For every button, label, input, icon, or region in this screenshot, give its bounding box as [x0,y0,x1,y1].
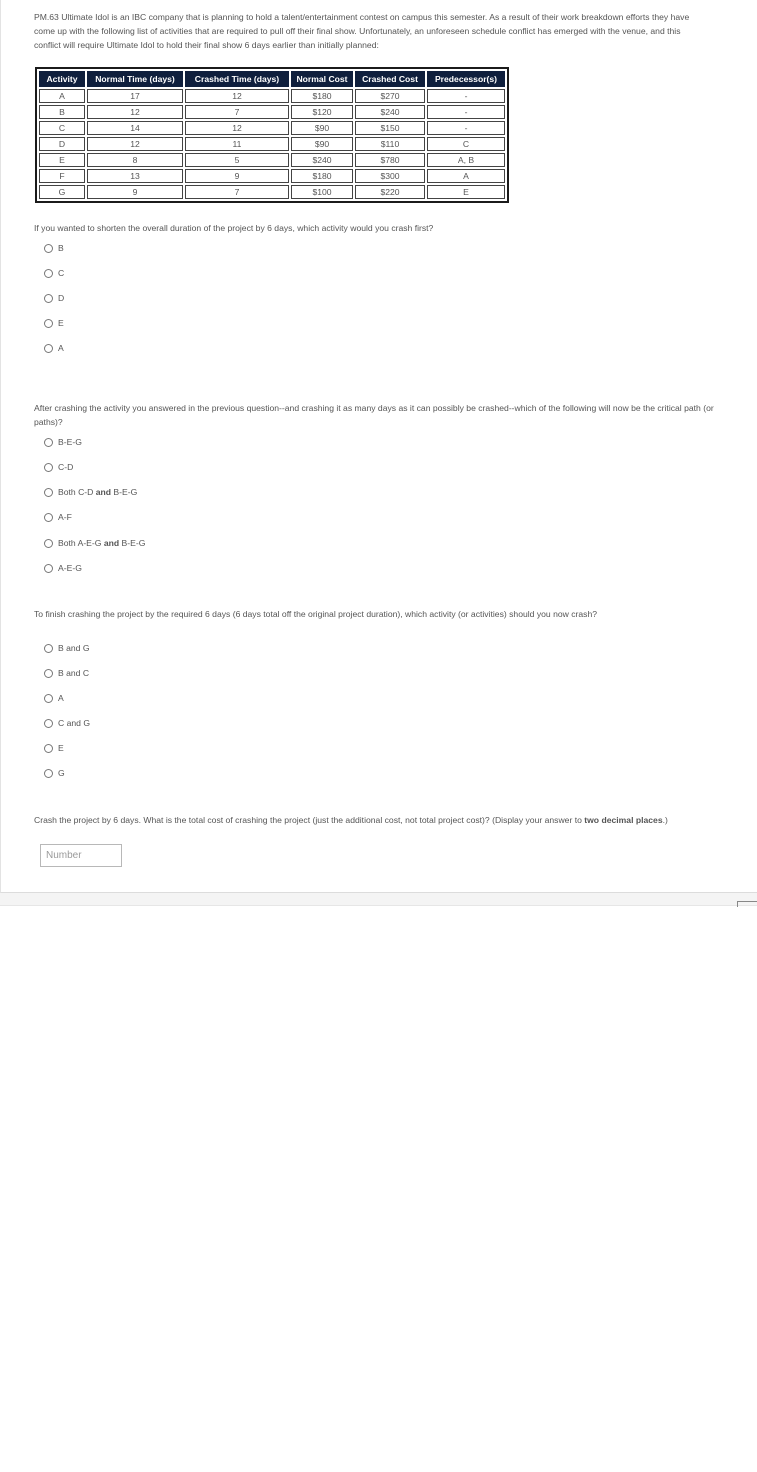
option-label: C [58,268,65,278]
option-label: B-E-G [58,437,82,447]
q1-option-e[interactable] [44,317,64,329]
q3-option-e[interactable] [44,742,64,754]
radio-button[interactable] [44,294,53,303]
q3-option-a[interactable] [44,692,64,704]
radio-button[interactable] [44,769,53,778]
option-label: A [58,693,64,703]
cell-normal-time: 14 [87,121,183,135]
problem-intro: PM.63 Ultimate Idol is an IBC company that is planning to hold a talent/entertainment contest on campus this semester. As a result of their work breakdown efforts they have come up with the following list of activities that are required to pull off their final show. Unfortunately, an unforeseen schedule conflict has emerged with the venue, and this conflict will require Ultimate Idol to hold their final show 6 days earlier than initially planned: [34,12,690,50]
radio-button[interactable] [44,644,53,653]
cell-normal-time: 12 [87,137,183,151]
option-label: B and G [58,643,90,653]
radio-button[interactable] [44,319,53,328]
cell-normal-cost: $180 [291,89,353,103]
question-2-text: After crashing the activity you answered in the previous question--and crashing it as many days as it can possibly be crashed--which of the following will now be the critical path (or paths)? [34,403,714,427]
table-row [39,153,505,167]
q3-option-g[interactable] [44,767,65,779]
option-label-part: Both C-D [58,487,94,497]
col-header-crashed-cost: Crashed Cost [355,71,425,87]
radio-button[interactable] [44,513,53,522]
q1-option-c[interactable] [44,267,64,279]
cell-crashed-cost: $240 [355,105,425,119]
page-footer-strip [0,893,757,906]
q2-option-both-aeg-beg[interactable] [44,537,145,549]
cell-normal-cost: $100 [291,185,353,199]
radio-button[interactable] [44,269,53,278]
cell-predecessors: A [427,169,505,183]
option-label: D [58,293,65,303]
cell-predecessors: - [427,121,505,135]
cell-predecessors: - [427,89,505,103]
q3-option-b-and-c[interactable] [44,667,89,679]
cell-activity: A [39,89,85,103]
col-header-predecessors: Predecessor(s) [427,71,505,87]
cell-crashed-time: 12 [185,121,289,135]
cell-crashed-cost: $270 [355,89,425,103]
q3-option-b-and-g[interactable] [44,642,90,654]
table-row [39,89,505,103]
radio-button[interactable] [44,344,53,353]
cell-crashed-cost: $780 [355,153,425,167]
cell-normal-time: 9 [87,185,183,199]
radio-button[interactable] [44,669,53,678]
cell-normal-cost: $180 [291,169,353,183]
col-header-normal-cost: Normal Cost [291,71,353,87]
option-label: A-F [58,512,72,522]
cell-crashed-time: 11 [185,137,289,151]
question-4-text-end: .) [662,815,668,825]
crash-cost-input[interactable] [40,844,122,867]
option-label-part: B-E-G [121,538,146,548]
activity-table [35,67,509,203]
cell-normal-time: 12 [87,105,183,119]
cell-crashed-time: 5 [185,153,289,167]
option-label-part: Both A-E-G [58,538,102,548]
cell-crashed-time: 7 [185,105,289,119]
option-label: C and G [58,718,91,728]
cell-activity: F [39,169,85,183]
cell-crashed-cost: $220 [355,185,425,199]
radio-button[interactable] [44,539,53,548]
question-4-emphasis: two decimal places [584,815,663,825]
table-row [39,121,505,135]
cell-crashed-time: 7 [185,185,289,199]
cell-crashed-cost: $110 [355,137,425,151]
col-header-crashed-time: Crashed Time (days) [185,71,289,87]
option-label: A [58,343,64,353]
table-header-row [39,71,505,87]
radio-button[interactable] [44,438,53,447]
cell-activity: D [39,137,85,151]
cell-predecessors: E [427,185,505,199]
table-row [39,105,505,119]
option-label-part: B-E-G [113,487,138,497]
option-label-conjunction: and [93,487,114,497]
scroll-edge-indicator [737,901,757,907]
cell-normal-cost: $240 [291,153,353,167]
q1-option-a[interactable] [44,342,64,354]
cell-activity: E [39,153,85,167]
q2-option-both-cd-beg[interactable] [44,486,137,498]
q2-option-beg[interactable] [44,436,82,448]
cell-predecessors: A, B [427,153,505,167]
cell-normal-time: 13 [87,169,183,183]
question-4-text-part: Crash the project by 6 days. What is the total cost of crashing the project (just the additional cost, not total project cost)? (Display your answer to [34,815,585,825]
radio-button[interactable] [44,719,53,728]
option-label: G [58,768,65,778]
cell-normal-time: 17 [87,89,183,103]
radio-button[interactable] [44,564,53,573]
question-1-text: If you wanted to shorten the overall duration of the project by 6 days, which activity would you crash first? [34,223,434,233]
option-label-conjunction: and [101,538,122,548]
option-label: B and C [58,668,90,678]
radio-button[interactable] [44,744,53,753]
radio-button[interactable] [44,488,53,497]
radio-button[interactable] [44,694,53,703]
option-label [58,487,137,497]
radio-button[interactable] [44,463,53,472]
cell-normal-time: 8 [87,153,183,167]
table-row [39,185,505,199]
q1-option-b[interactable] [44,242,64,254]
table-row [39,169,505,183]
cell-crashed-time: 12 [185,89,289,103]
question-3-text: To finish crashing the project by the required 6 days (6 days total off the original project duration), which activity (or activities) should you now crash? [34,609,598,619]
question-4-text [34,813,694,827]
cell-normal-cost: $90 [291,137,353,151]
col-header-normal-time: Normal Time (days) [87,71,183,87]
option-label [58,538,145,548]
option-label: C-D [58,462,74,472]
option-label: B [58,243,64,253]
q2-option-af[interactable] [44,511,72,523]
q3-option-c-and-g[interactable] [44,717,90,729]
cell-normal-cost: $90 [291,121,353,135]
cell-activity: G [39,185,85,199]
q2-option-cd[interactable] [44,461,73,473]
cell-activity: B [39,105,85,119]
cell-normal-cost: $120 [291,105,353,119]
q1-option-d[interactable] [44,292,64,304]
cell-crashed-cost: $300 [355,169,425,183]
radio-button[interactable] [44,244,53,253]
cell-predecessors: - [427,105,505,119]
table-row [39,137,505,151]
cell-activity: C [39,121,85,135]
cell-crashed-time: 9 [185,169,289,183]
col-header-activity: Activity [39,71,85,87]
option-label: E [58,318,64,328]
cell-predecessors: C [427,137,505,151]
cell-crashed-cost: $150 [355,121,425,135]
q2-option-aeg[interactable] [44,562,82,574]
option-label: A-E-G [58,563,82,573]
option-label: E [58,743,64,753]
